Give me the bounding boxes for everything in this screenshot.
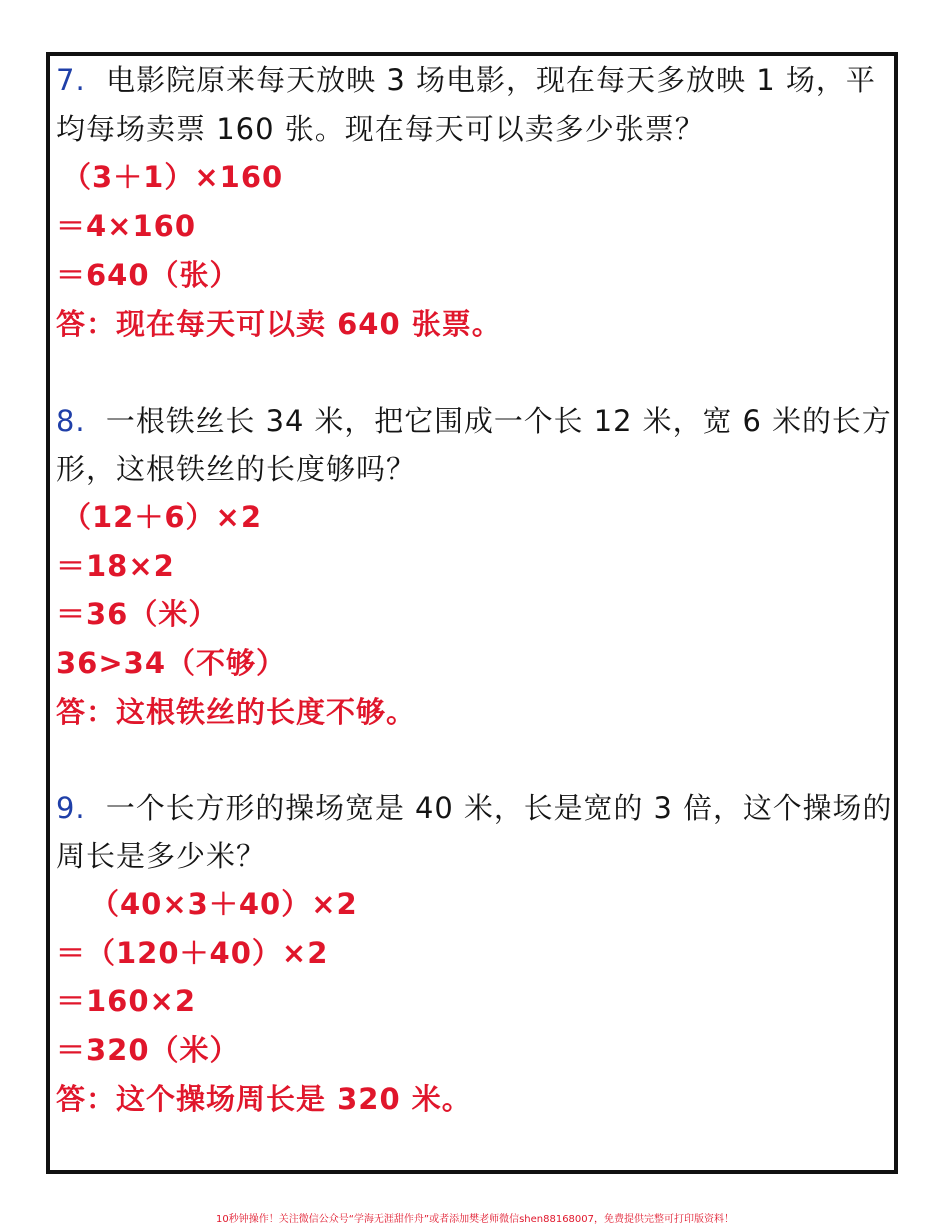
problem-8-solution-step-4: 36>34（不够） xyxy=(56,646,287,680)
problem-9-solution-step-4: ＝320（米） xyxy=(56,1033,240,1067)
problem-8-question-line-1: 8. 一根铁丝长 34 米，把它围成一个长 12 米，宽 6 米的长方 xyxy=(56,404,892,438)
problem-8-question-line-2: 形，这根铁丝的长度够吗？ xyxy=(56,452,417,486)
problem-8-number: 8. xyxy=(56,404,86,438)
problem-9-solution-step-2: ＝（120＋40）×2 xyxy=(56,936,329,970)
problem-7-solution-step-1: （3＋1）×160 xyxy=(62,160,284,194)
problem-7-question-line-1: 7. 电影院原来每天放映 3 场电影，现在每天多放映 1 场，平 xyxy=(56,63,876,97)
problem-8-solution-step-1: （12＋6）×2 xyxy=(62,500,263,534)
problem-7-solution-step-2: ＝4×160 xyxy=(56,209,197,243)
problem-8-solution-step-2: ＝18×2 xyxy=(56,549,175,583)
footer-note: 10秒钟操作！关注微信公众号“学海无涯甜作舟”或者添加樊老师微信shen88168007，免费提供完整可打印版资料！ xyxy=(215,1214,735,1225)
problem-9-question-line-2: 周长是多少米？ xyxy=(56,839,267,873)
problem-7-number: 7. xyxy=(56,63,86,97)
problem-8-solution-step-3: ＝36（米） xyxy=(56,597,219,631)
problem-7-solution-step-3: ＝640（张） xyxy=(56,258,240,292)
problem-9-solution-step-1: （40×3＋40）×2 xyxy=(90,887,358,921)
problem-9-solution-step-3: ＝160×2 xyxy=(56,984,197,1018)
problem-7-answer: 答：现在每天可以卖 640 张票。 xyxy=(56,307,502,341)
problem-9-question-line-1: 9. 一个长方形的操场宽是 40 米，长是宽的 3 倍，这个操场的 xyxy=(56,791,893,825)
problem-7-question-line-2: 均每场卖票 160 张。现在每天可以卖多少张票？ xyxy=(56,112,705,146)
problem-8-answer: 答：这根铁丝的长度不够。 xyxy=(56,695,417,729)
problem-9-number: 9. xyxy=(56,791,86,825)
problem-9-answer: 答：这个操场周长是 320 米。 xyxy=(56,1082,472,1116)
